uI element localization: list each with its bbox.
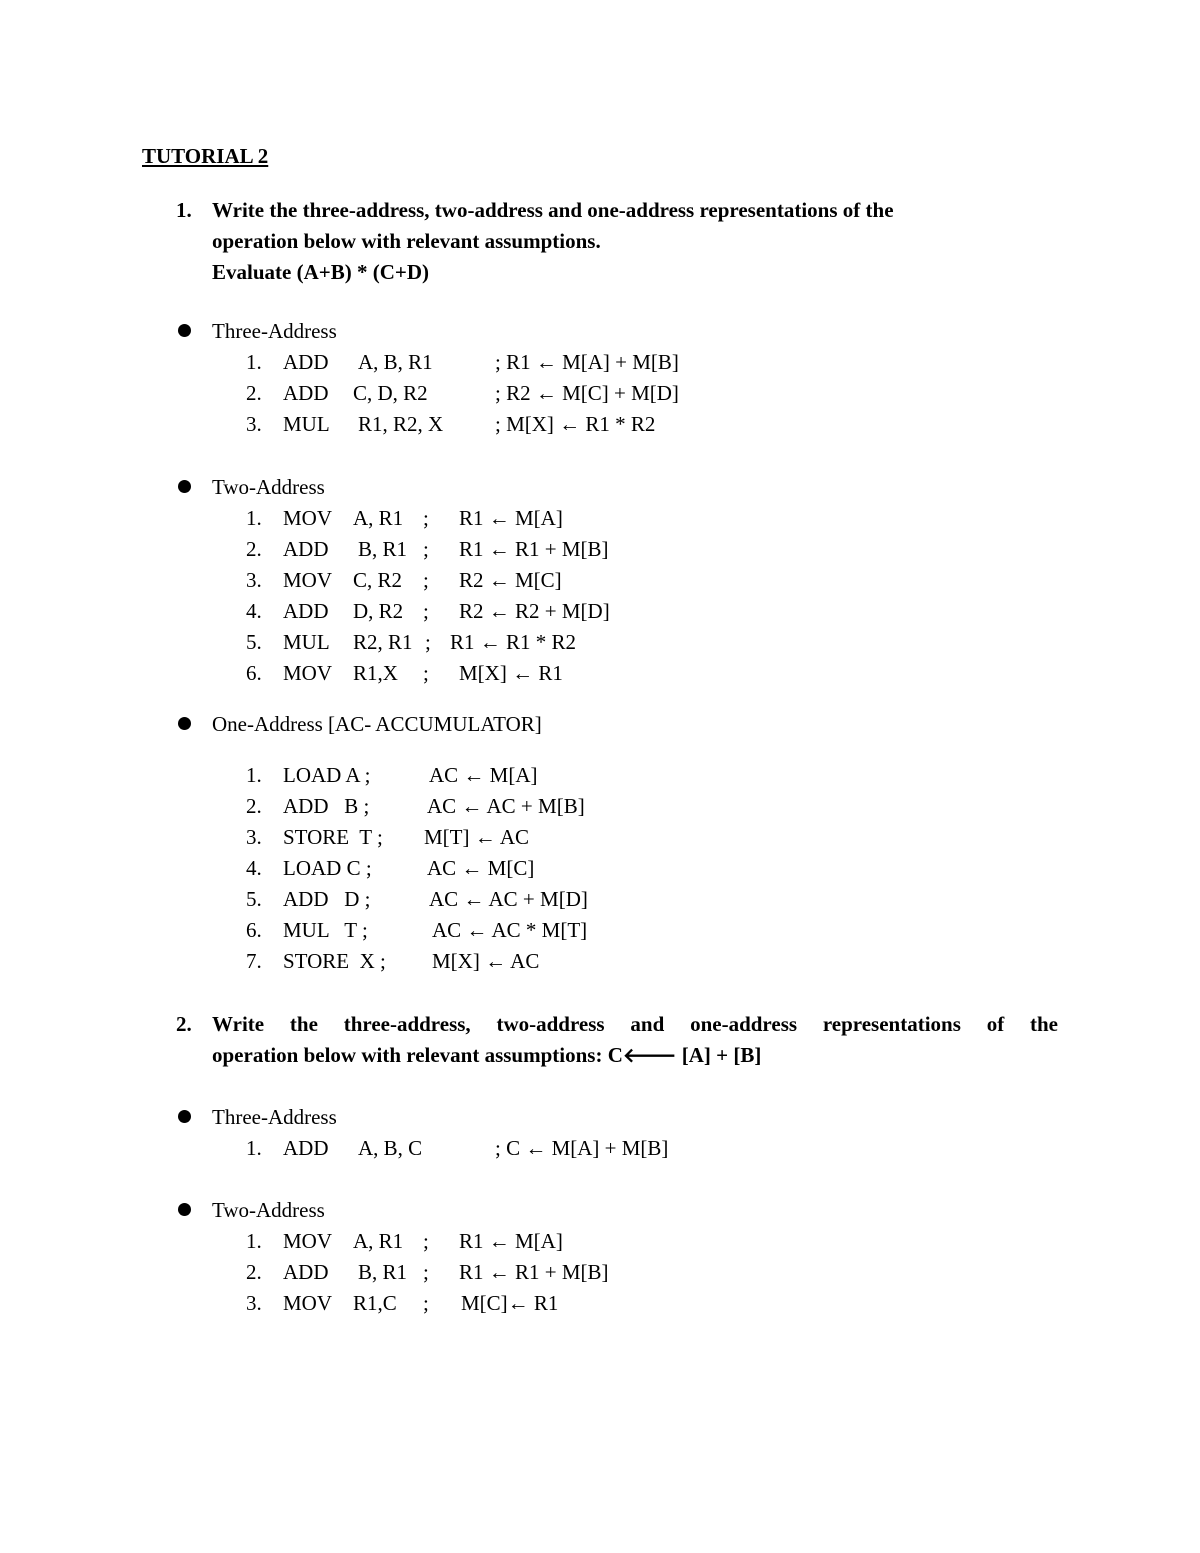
- register-transfer: R1 ← M[A]: [459, 1229, 563, 1253]
- instruction-operands: B, R1: [358, 1260, 408, 1284]
- list-item-number: 2.: [246, 381, 262, 405]
- list-item-number: 2.: [246, 794, 262, 818]
- q1-two-address-heading: Two-Address: [212, 475, 325, 499]
- list-item-number: 4.: [246, 856, 262, 880]
- bullet-icon: [178, 1203, 191, 1216]
- instruction-opcode: ADD: [283, 1260, 329, 1284]
- register-transfer: AC ← AC * M[T]: [432, 918, 588, 942]
- instruction: MUL T ;: [283, 918, 368, 942]
- list-item-number: 1.: [246, 350, 262, 374]
- instruction: ADD B ;: [283, 794, 370, 818]
- instruction-operands: A, B, C: [358, 1136, 423, 1160]
- instruction-operands: R2, R1: [353, 630, 413, 654]
- list-item-number: 6.: [246, 918, 262, 942]
- q2-three-address-heading: Three-Address: [212, 1105, 337, 1129]
- register-transfer: ; R1 ← M[A] + M[B]: [495, 350, 679, 374]
- list-item-number: 3.: [246, 568, 262, 592]
- list-item-number: 2.: [246, 1260, 262, 1284]
- separator: ;: [423, 661, 429, 685]
- register-transfer: AC ← AC + M[D]: [429, 887, 588, 911]
- separator: ;: [425, 630, 431, 654]
- instruction-opcode: MOV: [283, 506, 333, 530]
- instruction: STORE T ;: [283, 825, 383, 849]
- instruction: LOAD C ;: [283, 856, 372, 880]
- list-item-number: 1.: [246, 506, 262, 530]
- instruction-operands: A, B, R1: [358, 350, 433, 374]
- separator: ;: [423, 506, 429, 530]
- document-title: TUTORIAL 2: [142, 144, 269, 168]
- register-transfer: M[C]← R1: [461, 1291, 559, 1315]
- register-transfer: M[X] ← R1: [459, 661, 563, 685]
- list-item-number: 1.: [246, 1136, 262, 1160]
- instruction-opcode: MUL: [283, 412, 330, 436]
- bullet-icon: [178, 1110, 191, 1123]
- instruction-opcode: ADD: [283, 1136, 329, 1160]
- register-transfer: R1 ← R1 + M[B]: [459, 537, 609, 561]
- register-transfer: ; R2 ← M[C] + M[D]: [495, 381, 679, 405]
- list-item-number: 2.: [246, 537, 262, 561]
- question-1-line-2: operation below with relevant assumptions.: [212, 229, 601, 253]
- register-transfer: M[T] ← AC: [424, 825, 529, 849]
- instruction-operands: A, R1: [353, 1229, 404, 1253]
- question-1-line-1: Write the three-address, two-address and one-address representations of the: [212, 198, 894, 222]
- bullet-icon: [178, 480, 191, 493]
- list-item-number: 1.: [246, 1229, 262, 1253]
- instruction-opcode: MOV: [283, 568, 333, 592]
- register-transfer: R2 ← R2 + M[D]: [459, 599, 610, 623]
- register-transfer: M[X] ← AC: [432, 949, 540, 973]
- list-item-number: 6.: [246, 661, 262, 685]
- register-transfer: R2 ← M[C]: [459, 568, 562, 592]
- instruction-operands: D, R2: [353, 599, 404, 623]
- list-item-number: 4.: [246, 599, 262, 623]
- question-2-line-2: [212, 1045, 761, 1066]
- separator: ;: [423, 1260, 429, 1284]
- list-item-number: 5.: [246, 630, 262, 654]
- list-item-number: 3.: [246, 1291, 262, 1315]
- register-transfer: AC ← AC + M[B]: [427, 794, 585, 818]
- list-item-number: 5.: [246, 887, 262, 911]
- instruction: STORE X ;: [283, 949, 386, 973]
- register-transfer: ; C ← M[A] + M[B]: [495, 1136, 669, 1160]
- register-transfer: AC ← M[A]: [429, 763, 538, 787]
- instruction-opcode: ADD: [283, 350, 329, 374]
- instruction: ADD D ;: [283, 887, 371, 911]
- instruction-opcode: ADD: [283, 381, 329, 405]
- register-transfer: R1 ← R1 * R2: [450, 630, 577, 654]
- list-item-number: 3.: [246, 825, 262, 849]
- register-transfer: ; M[X] ← R1 * R2: [495, 412, 656, 436]
- register-transfer: R1 ← M[A]: [459, 506, 563, 530]
- register-transfer: R1 ← R1 + M[B]: [459, 1260, 609, 1284]
- instruction-operands: R1,X: [353, 661, 398, 685]
- separator: ;: [423, 1291, 429, 1315]
- separator: ;: [423, 537, 429, 561]
- q1-three-address-heading: Three-Address: [212, 319, 337, 343]
- separator: ;: [423, 568, 429, 592]
- left-arrow-icon: 🡐: [622, 1043, 677, 1067]
- list-item-number: 7.: [246, 949, 262, 973]
- question-2-line-1: Write the three-address, two-address and one-address representations of the: [212, 1012, 1058, 1036]
- instruction-operands: R1, R2, X: [358, 412, 444, 436]
- list-item-number: 1.: [246, 763, 262, 787]
- instruction-opcode: MOV: [283, 661, 333, 685]
- instruction-operands: C, D, R2: [353, 381, 428, 405]
- bullet-icon: [178, 717, 191, 730]
- question-1-line-3: Evaluate (A+B) * (C+D): [212, 260, 429, 284]
- instruction-opcode: ADD: [283, 599, 329, 623]
- q1-one-address-heading: One-Address [AC- ACCUMULATOR]: [212, 712, 542, 736]
- register-transfer: AC ← M[C]: [427, 856, 535, 880]
- instruction-operands: A, R1: [353, 506, 404, 530]
- separator: ;: [423, 599, 429, 623]
- question-1-number: 1.: [176, 198, 192, 222]
- instruction-opcode: MOV: [283, 1229, 333, 1253]
- instruction-opcode: MUL: [283, 630, 330, 654]
- list-item-number: 3.: [246, 412, 262, 436]
- question-2-number: 2.: [176, 1012, 192, 1036]
- question-2-line-2-suffix: [A] + [B]: [676, 1043, 762, 1067]
- instruction-opcode: ADD: [283, 537, 329, 561]
- instruction-opcode: MOV: [283, 1291, 333, 1315]
- q2-two-address-heading: Two-Address: [212, 1198, 325, 1222]
- separator: ;: [423, 1229, 429, 1253]
- bullet-icon: [178, 324, 191, 337]
- instruction-operands: B, R1: [358, 537, 408, 561]
- instruction: LOAD A ;: [283, 763, 371, 787]
- question-2-line-2-prefix: operation below with relevant assumptions: C: [212, 1043, 623, 1067]
- instruction-operands: C, R2: [353, 568, 403, 592]
- instruction-operands: R1,C: [353, 1291, 397, 1315]
